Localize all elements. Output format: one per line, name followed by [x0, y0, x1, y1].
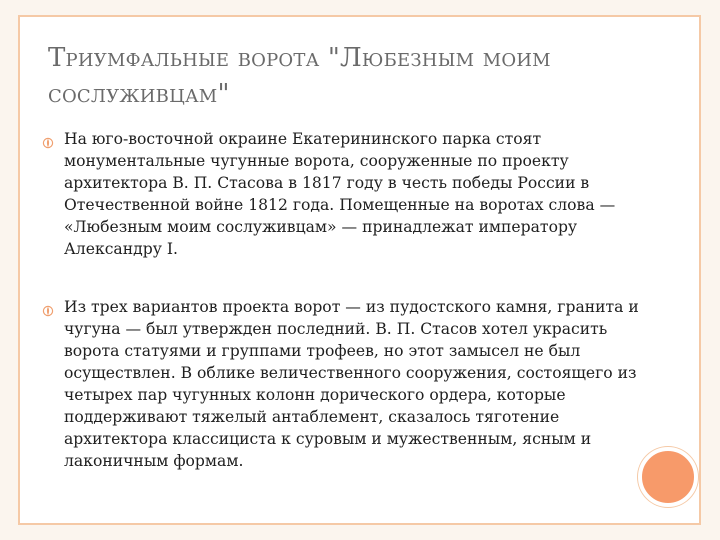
flower-bullet-icon [42, 301, 54, 313]
bullet-text: На юго-восточной окраине Екатерининского парка стоят монументальные чугунные ворота, сооруженные по проекту архитектора В. П. Стасова в 1817 году в честь победы России в Отечественной войне 1812 года. Помещенные на воротах слова — «Любезным моим сослуживцам» — принадлежат императору Александру I. [64, 130, 616, 258]
bullet-item [44, 128, 644, 260]
bullet-text: Из трех вариантов проекта ворот — из пудостского камня, гранита и чугуна — был утвержден последний. В. П. Стасов хотел украсить ворота статуями и группами трофеев, но этот замысел не был осуществлен. В облике величественного сооружения, состоящего из четырех пар чугунных колонн дорического ордера, которые поддерживают тяжелый антаблемент, сказалось тяготение архитектора классициста к суровым и мужественным, ясным и лаконичным формам. [64, 298, 639, 470]
bullet-list [44, 128, 644, 508]
slide-title: Триумфальные ворота "Любезным моим сослуживцам" [48, 43, 551, 109]
flower-bullet-icon [42, 133, 54, 145]
decorative-circle [638, 447, 698, 507]
bullet-item [44, 296, 644, 472]
